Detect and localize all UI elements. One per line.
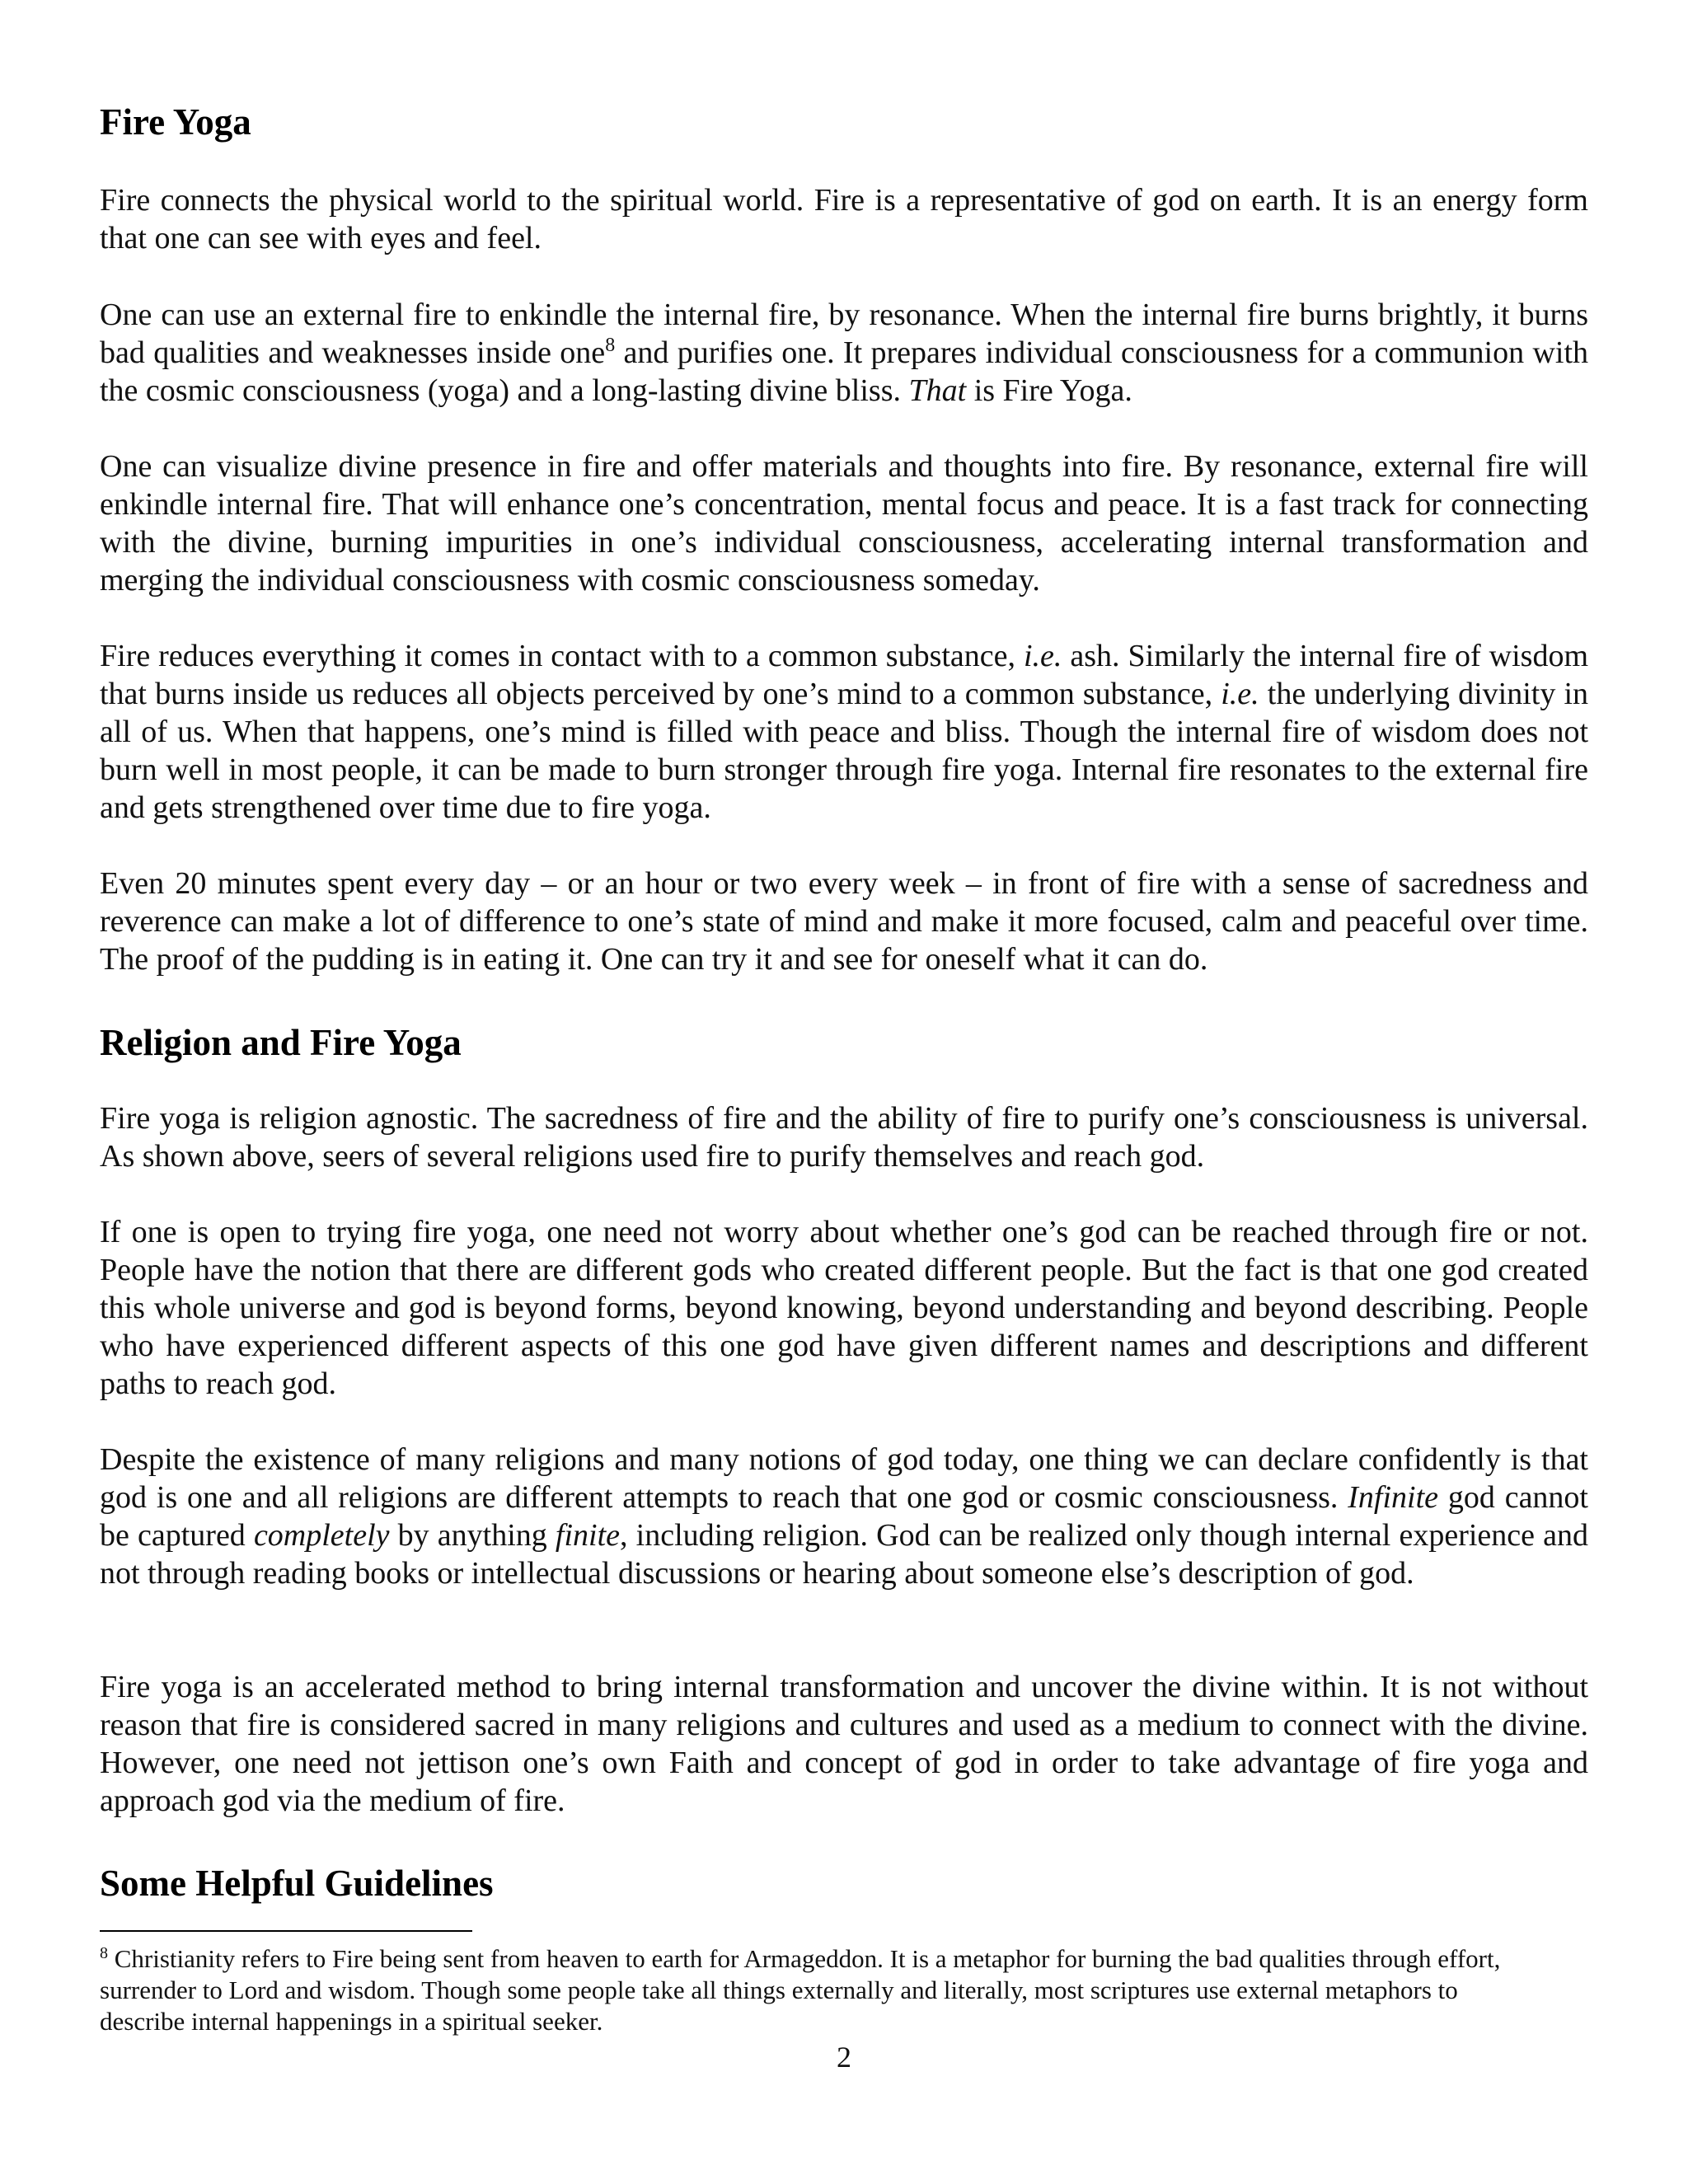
paragraph: [100, 1441, 1588, 1592]
paragraph: [100, 296, 1588, 410]
emphasis-text: That: [908, 373, 967, 408]
paragraph-text: by anything: [389, 1518, 556, 1553]
emphasis-text: Infinite: [1348, 1480, 1439, 1515]
paragraph: If one is open to trying fire yoga, one need not worry about whether one’s god can be reached through fire or not. People have the notion that there are different gods who created different people. But the fact is that one god created this whole universe and god is beyond forms, beyond knowing, beyond understanding and beyond describing. People who have experienced different aspects of this one god have given different names and descriptions and different paths to reach god.: [100, 1215, 1588, 1401]
section-heading-fire-yoga: Fire Yoga: [100, 101, 251, 143]
section-heading-religion-and-fire-yoga: Religion and Fire Yoga: [100, 1022, 462, 1063]
footnote-text: Christianity refers to Fire being sent from heaven to earth for Armageddon. It is a metaphor for burning the bad qualities through effort, surrender to Lord and wisdom. Though some people take all things externally and literally, most scriptures use external metaphors to describe internal happenings in a spiritual seeker.: [100, 1944, 1501, 2036]
footnote-marker: 8: [100, 1944, 108, 1962]
emphasis-text: i.e.: [1024, 639, 1062, 673]
emphasis-text: i.e.: [1221, 677, 1259, 711]
paragraph-text: One can use an external fire to enkindle the internal fire, by resonance. When the internal fire burns brightly, it burns bad qualities and weaknesses inside one: [100, 298, 1588, 370]
paragraph-text: the underlying divinity in all of us. When that happens, one’s mind is filled with peace and bliss. Though the internal fire of wisdom does not burn well in most people, it can be made to burn stronger through fire yoga. Internal fire resonates to the external fire and gets strengthened over time due to fire yoga.: [100, 677, 1588, 825]
paragraph: One can visualize divine presence in fire and offer materials and thoughts into fire. By resonance, external fire will enkindle internal fire. That will enhance one’s concentration, mental focus and peace. It is a fast track for connecting with the divine, burning impurities in one’s individual consciousness, accelerating internal transformation and merging the individual consciousness with cosmic consciousness someday.: [100, 449, 1588, 598]
paragraph-text: god cannot be captured: [100, 1480, 1588, 1553]
paragraph-text: Fire reduces everything it comes in contact with to a common substance,: [100, 639, 1024, 673]
paragraph-text: Despite the existence of many religions and many notions of god today, one thing we can declare confidently is that god is one and all religions are different attempts to reach that one god or cosmic consciousness.: [100, 1442, 1588, 1515]
paragraph: Fire yoga is an accelerated method to bring internal transformation and uncover the divine within. It is not without reason that fire is considered sacred in many religions and cultures and used as a medium to connect with the divine. However, one need not jettison one’s own Faith and concept of god in order to take advantage of fire yoga and approach god via the medium of fire.: [100, 1670, 1588, 1818]
emphasis-text: completely: [253, 1518, 390, 1553]
paragraph-text: , including religion. God can be realized only though internal experience and not through reading books or intellectual discussions or hearing about someone else’s description of god.: [100, 1518, 1589, 1591]
paragraph: [100, 637, 1588, 827]
emphasis-text: finite: [555, 1518, 621, 1553]
section-heading-some-helpful-guidelines: Some Helpful Guidelines: [100, 1863, 494, 1904]
document-page: [100, 0, 1588, 2184]
paragraph-text: ash. Similarly the internal fire of wisdom that burns inside us reduces all objects perceived by one’s mind to a common substance,: [100, 639, 1589, 711]
paragraph-text: and purifies one. It prepares individual consciousness for a communion with the cosmic consciousness (yoga) and a long-lasting divine bliss.: [100, 335, 1589, 408]
paragraph-text: is Fire Yoga.: [966, 373, 1132, 408]
footnote: [100, 1943, 1501, 2037]
footnote-reference[interactable]: 8: [605, 335, 616, 356]
paragraph: Fire yoga is religion agnostic. The sacredness of fire and the ability of fire to purify one’s consciousness is universal. As shown above, seers of several religions used fire to purify themselves and reach god.: [100, 1101, 1588, 1174]
page-number: 2: [837, 2041, 851, 2074]
paragraph: Even 20 minutes spent every day – or an hour or two every week – in front of fire with a sense of sacredness and reverence can make a lot of difference to one’s state of mind and make it more focused, calm and peaceful over time. The proof of the pudding is in eating it. One can try it and see for oneself what it can do.: [100, 866, 1588, 977]
paragraph: Fire connects the physical world to the spiritual world. Fire is a representative of god on earth. It is an energy form that one can see with eyes and feel.: [100, 183, 1588, 255]
footnote-divider: [100, 1930, 472, 1932]
